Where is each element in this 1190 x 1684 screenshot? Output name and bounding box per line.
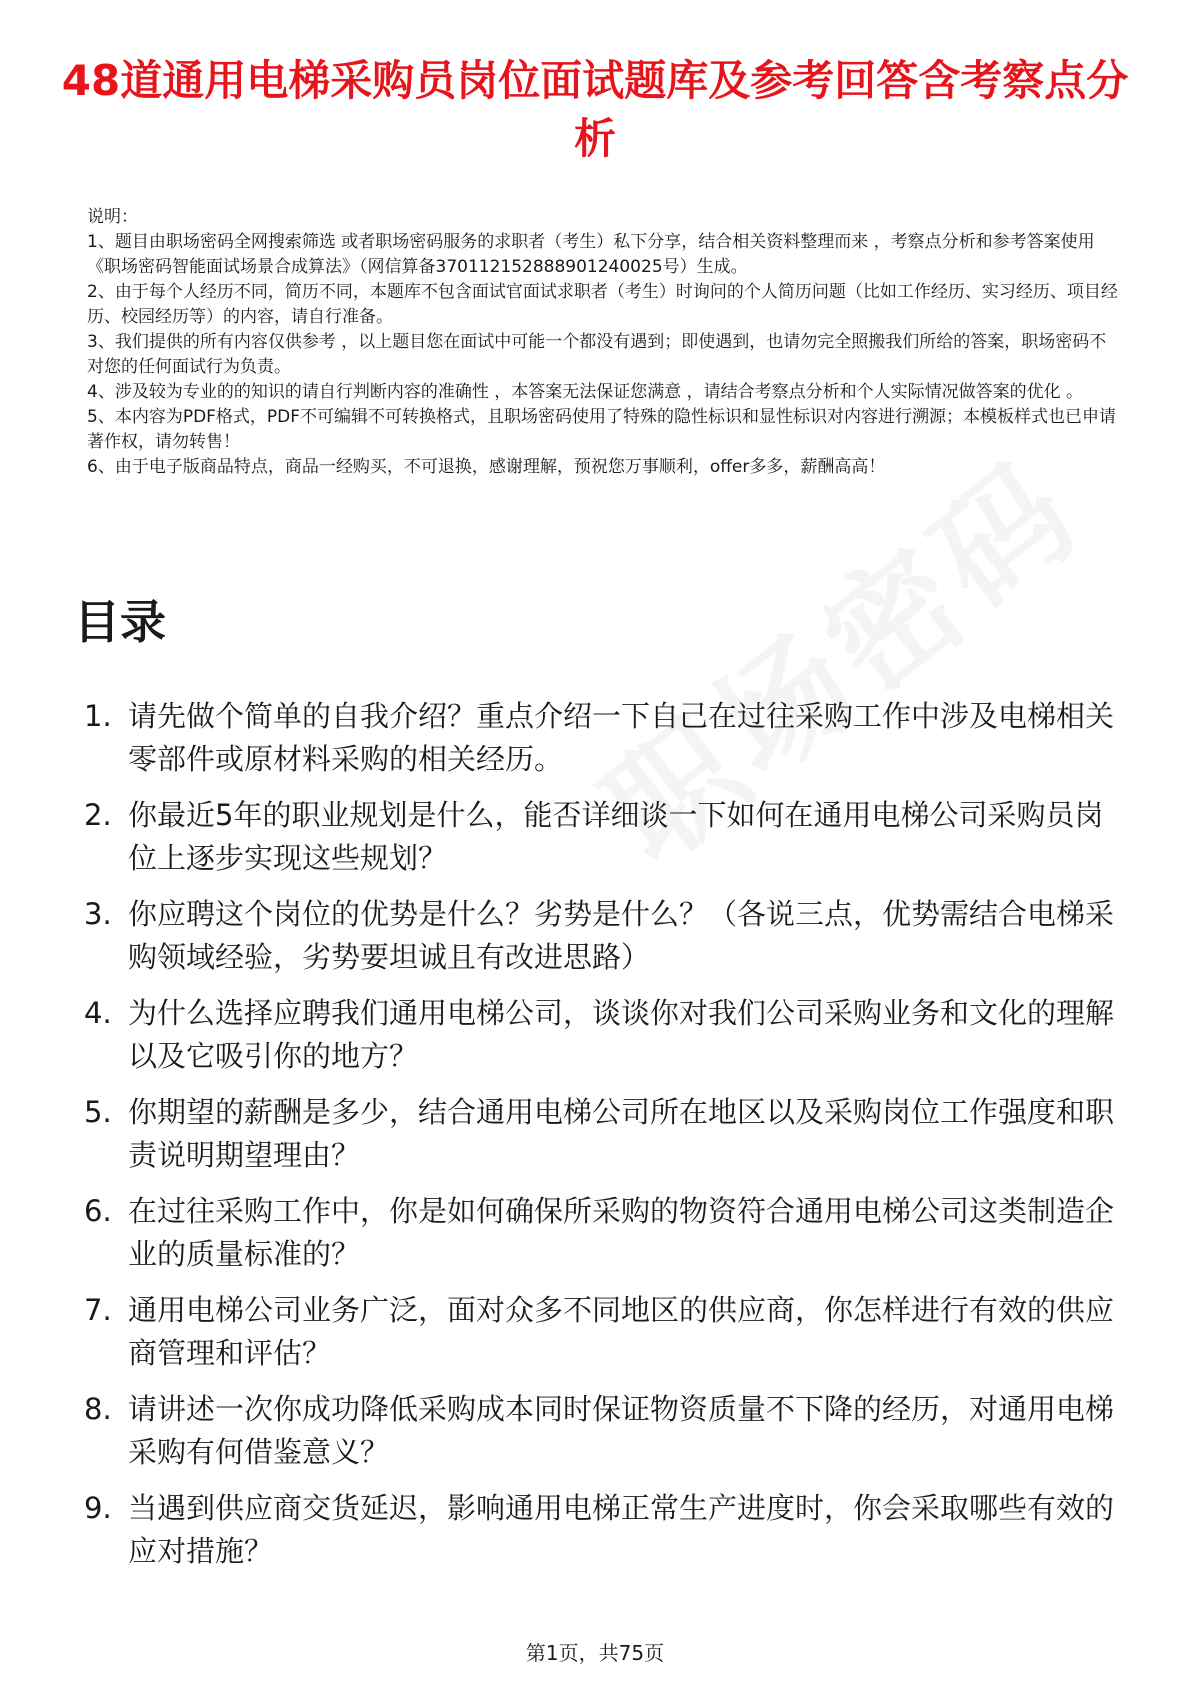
question-item[interactable] xyxy=(84,992,1130,1078)
question-text: 在过往采购工作中，你是如何确保所采购的物资符合通用电梯公司这类制造企业的质量标准的？ xyxy=(128,1194,1115,1271)
question-text: 为什么选择应聘我们通用电梯公司，谈谈你对我们公司采购业务和文化的理解以及它吸引你的地方？ xyxy=(128,996,1115,1073)
question-list xyxy=(84,695,1130,1586)
question-text: 当遇到供应商交货延迟，影响通用电梯正常生产进度时，你会采取哪些有效的应对措施？ xyxy=(128,1491,1115,1568)
note-item: 4、涉及较为专业的的知识的请自行判断内容的准确性 ，本答案无法保证您满意 ，请结合考察点分析和个人实际情况做答案的优化 。 xyxy=(87,382,1084,402)
note-item: 6、由于电子版商品特点，商品一经购买，不可退换，感谢理解，预祝您万事顺利，offer多多，薪酬高高！ xyxy=(87,457,886,477)
question-number: 3. xyxy=(84,897,112,931)
question-item[interactable] xyxy=(84,1091,1130,1177)
question-item[interactable] xyxy=(84,1190,1130,1276)
question-text: 通用电梯公司业务广泛，面对众多不同地区的供应商，你怎样进行有效的供应商管理和评估？ xyxy=(128,1293,1115,1370)
question-number: 5. xyxy=(84,1095,112,1129)
question-text: 你应聘这个岗位的优势是什么？劣势是什么？（各说三点，优势需结合电梯采购领域经验，劣势要坦诚且有改进思路） xyxy=(128,897,1115,974)
question-number: 8. xyxy=(84,1392,112,1426)
question-item[interactable] xyxy=(84,695,1130,781)
note-item: 1、题目由职场密码全网搜索筛选 或者职场密码服务的求职者（考生）私下分享，结合相关资料整理而来 ，考察点分析和参考答案使用《职场密码智能面试场景合成算法》（网信算备370112152888901240025号）生成。 xyxy=(87,232,1095,277)
note-item: 2、由于每个人经历不同，简历不同，本题库不包含面试官面试求职者（考生）时询问的个人简历问题（比如工作经历、实习经历、项目经历、校园经历等）的内容，请自行准备。 xyxy=(87,282,1118,327)
question-item[interactable] xyxy=(84,1487,1130,1573)
note-item: 3、我们提供的所有内容仅供参考 ，以上题目您在面试中可能一个都没有遇到；即使遇到，也请勿完全照搬我们所给的答案，职场密码不对您的任何面试行为负责。 xyxy=(87,332,1107,377)
question-number: 6. xyxy=(84,1194,112,1228)
question-number: 7. xyxy=(84,1293,112,1327)
question-text: 请先做个简单的自我介绍？重点介绍一下自己在过往采购工作中涉及电梯相关零部件或原材料采购的相关经历。 xyxy=(128,699,1115,776)
notes-section xyxy=(87,205,1122,480)
question-number: 4. xyxy=(84,996,112,1030)
question-item[interactable] xyxy=(84,893,1130,979)
question-text: 你期望的薪酬是多少，结合通用电梯公司所在地区以及采购岗位工作强度和职责说明期望理由？ xyxy=(128,1095,1115,1172)
toc-heading: 目录 xyxy=(74,595,166,649)
question-number: 2. xyxy=(84,798,112,832)
question-item[interactable] xyxy=(84,1289,1130,1375)
question-text: 你最近5年的职业规划是什么，能否详细谈一下如何在通用电梯公司采购员岗位上逐步实现这些规划？ xyxy=(128,798,1104,875)
question-text: 请讲述一次你成功降低采购成本同时保证物资质量不下降的经历，对通用电梯采购有何借鉴意义？ xyxy=(128,1392,1115,1469)
question-number: 1. xyxy=(84,699,112,733)
page-number: 第1页，共75页 xyxy=(525,1641,665,1665)
note-item: 5、本内容为PDF格式，PDF不可编辑不可转换格式，且职场密码使用了特殊的隐性标识和显性标识对内容进行溯源；本模板样式也已申请著作权，请勿转售！ xyxy=(87,407,1117,452)
question-item[interactable] xyxy=(84,1388,1130,1474)
question-number: 9. xyxy=(84,1491,112,1525)
notes-heading: 说明： xyxy=(87,207,138,227)
page-title: 48道通用电梯采购员岗位面试题库及参考回答含考察点分析 xyxy=(61,56,1129,163)
question-item[interactable] xyxy=(84,794,1130,880)
